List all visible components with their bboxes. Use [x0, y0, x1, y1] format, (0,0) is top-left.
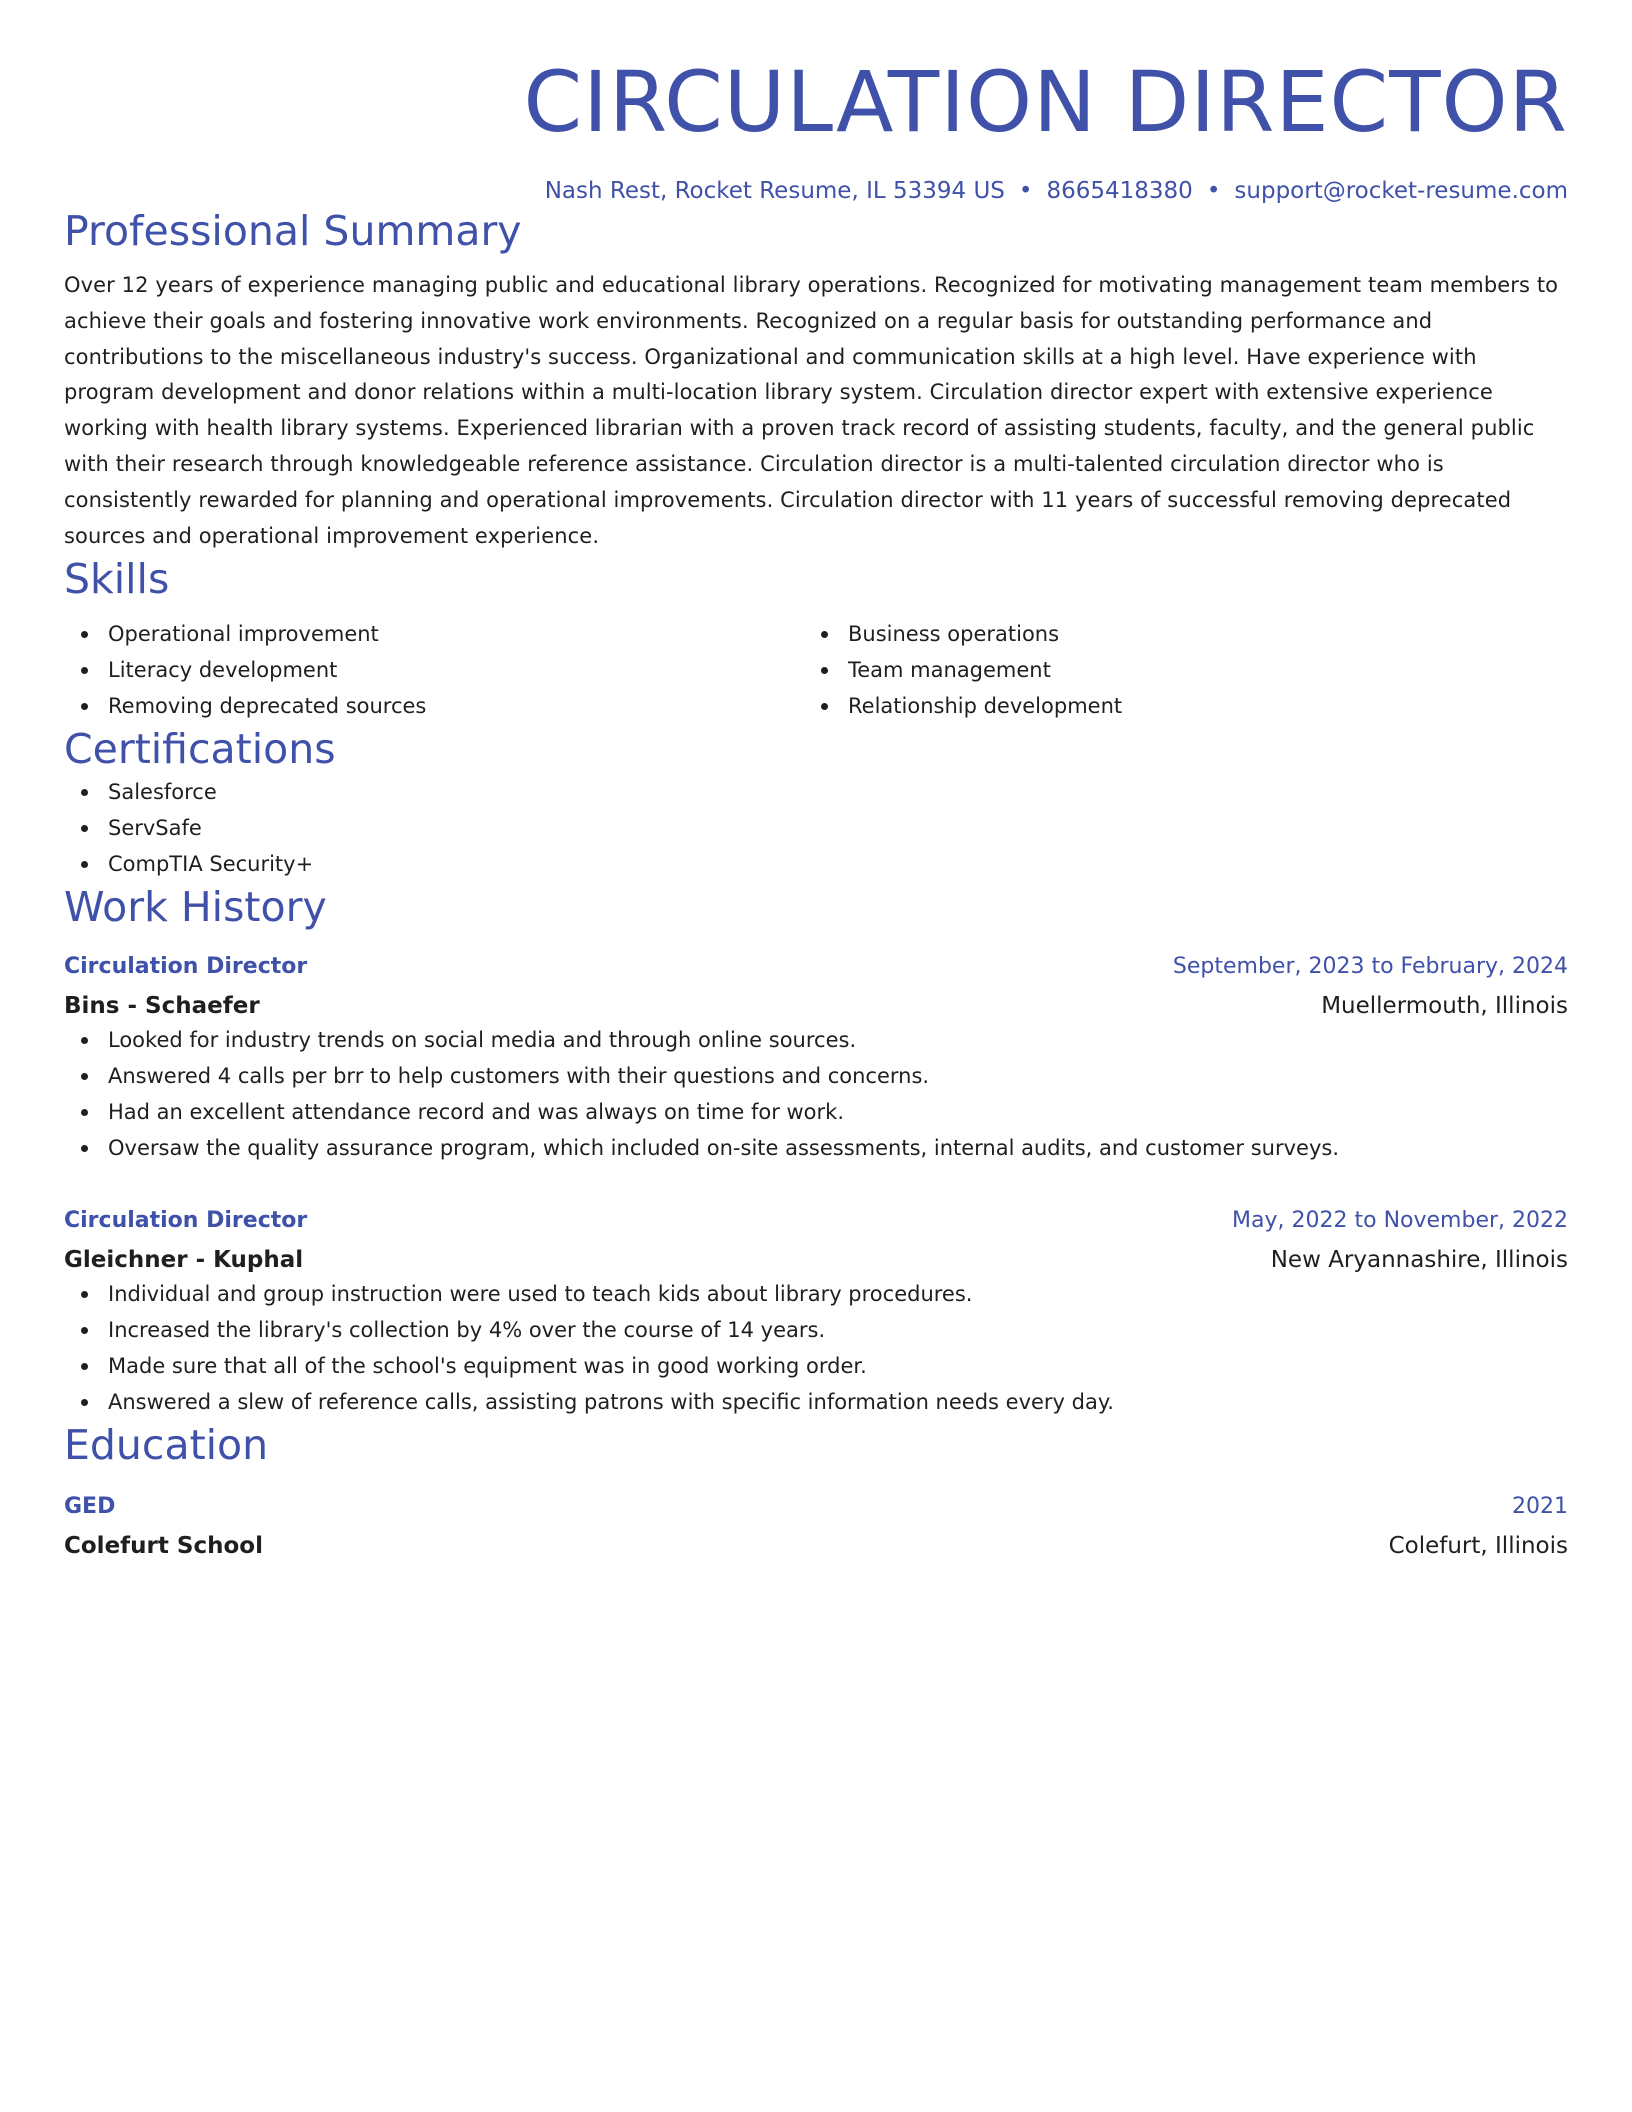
job-company: Bins - Schaefer	[64, 993, 260, 1020]
education-degree-row	[64, 1492, 1568, 1522]
job-bullet: Had an excellent attendance record and was always on time for work.	[64, 1094, 1568, 1130]
contact-separator: •	[1018, 178, 1033, 204]
skill-item: Removing deprecated sources	[64, 688, 804, 724]
skill-item: Literacy development	[64, 652, 804, 688]
certification-item: CompTIA Security+	[64, 846, 1568, 882]
contact-phone: 8665418380	[1046, 178, 1193, 204]
summary-text: Over 12 years of experience managing public and educational library operations. Recognized for motivating management team members to achieve their goals and fostering innovative work environments. Recognized on a regular basis for outstanding performance and contributions to the miscellaneous industry's success. Organizational and communication skills at a high level. Have experience with program development and donor relations within a multi-location library system. Circulation director expert with extensive experience working with health library systems. Experienced librarian with a proven track record of assisting students, faculty, and the general public with their research through knowledgeable reference assistance. Circulation director is a multi-talented circulation director who is consistently rewarded for planning and operational improvements. Circulation director with 11 years of successful removing deprecated sources and operational improvement experience.	[64, 273, 1559, 548]
certification-item: Salesforce	[64, 774, 1568, 810]
job-dates: September, 2023 to February, 2024	[1172, 954, 1568, 980]
job-bullet: Individual and group instruction were used to teach kids about library procedures.	[64, 1276, 1568, 1312]
contact-line	[64, 176, 1568, 206]
education-heading: Education	[64, 1421, 269, 1470]
job-bullet: Answered 4 calls per brr to help customers with their questions and concerns.	[64, 1058, 1568, 1094]
job-bullet: Made sure that all of the school's equipment was in good working order.	[64, 1348, 1568, 1384]
skills-column-right	[804, 616, 1544, 724]
skill-item: Team management	[804, 652, 1544, 688]
resume-title: CIRCULATION DIRECTOR	[523, 53, 1568, 151]
job-bullet: Oversaw the quality assurance program, which included on-site assessments, internal audits, and customer surveys.	[64, 1130, 1568, 1166]
job-title: Circulation Director	[64, 1208, 308, 1234]
skill-item: Relationship development	[804, 688, 1544, 724]
education-year: 2021	[1512, 1494, 1568, 1520]
skills-heading: Skills	[64, 555, 170, 604]
education-entry	[64, 1492, 1568, 1562]
skills-grid	[64, 616, 1568, 724]
contact-email: support@rocket-resume.com	[1234, 178, 1568, 204]
summary-heading: Professional Summary	[64, 207, 522, 255]
job-title: Circulation Director	[64, 954, 308, 980]
job-dates: May, 2022 to November, 2022	[1232, 1208, 1568, 1234]
job-bullet: Increased the library's collection by 4% over the course of 14 years.	[64, 1312, 1568, 1348]
skill-item: Business operations	[804, 616, 1544, 652]
job-entry	[64, 952, 1568, 1166]
education-school-row	[64, 1522, 1568, 1562]
education-location: Colefurt, Illinois	[1388, 1533, 1568, 1560]
job-company-row	[64, 982, 1568, 1022]
job-company-row	[64, 1236, 1568, 1276]
job-title-row	[64, 952, 1568, 982]
job-bullet: Looked for industry trends on social media and through online sources.	[64, 1022, 1568, 1058]
contact-separator: •	[1206, 178, 1221, 204]
job-bullet: Answered a slew of reference calls, assisting patrons with specific information needs every day.	[64, 1384, 1568, 1420]
education-degree: GED	[64, 1494, 116, 1520]
job-location: New Aryannashire, Illinois	[1270, 1247, 1568, 1274]
skills-column-left	[64, 616, 804, 724]
job-bullets	[64, 1022, 1568, 1166]
certification-item: ServSafe	[64, 810, 1568, 846]
job-company: Gleichner - Kuphal	[64, 1247, 304, 1274]
skills-list-left	[64, 616, 804, 724]
job-bullets	[64, 1276, 1568, 1420]
work-history-heading: Work History	[64, 883, 327, 932]
skills-list-right	[804, 616, 1544, 724]
education-school: Colefurt School	[64, 1533, 263, 1560]
job-location: Muellermouth, Illinois	[1321, 993, 1568, 1020]
contact-address: Nash Rest, Rocket Resume, IL 53394 US	[544, 178, 1005, 204]
job-entry	[64, 1206, 1568, 1420]
certifications-list	[64, 774, 1568, 882]
job-title-row	[64, 1206, 1568, 1236]
skill-item: Operational improvement	[64, 616, 804, 652]
certifications-heading: Certifications	[64, 725, 336, 774]
